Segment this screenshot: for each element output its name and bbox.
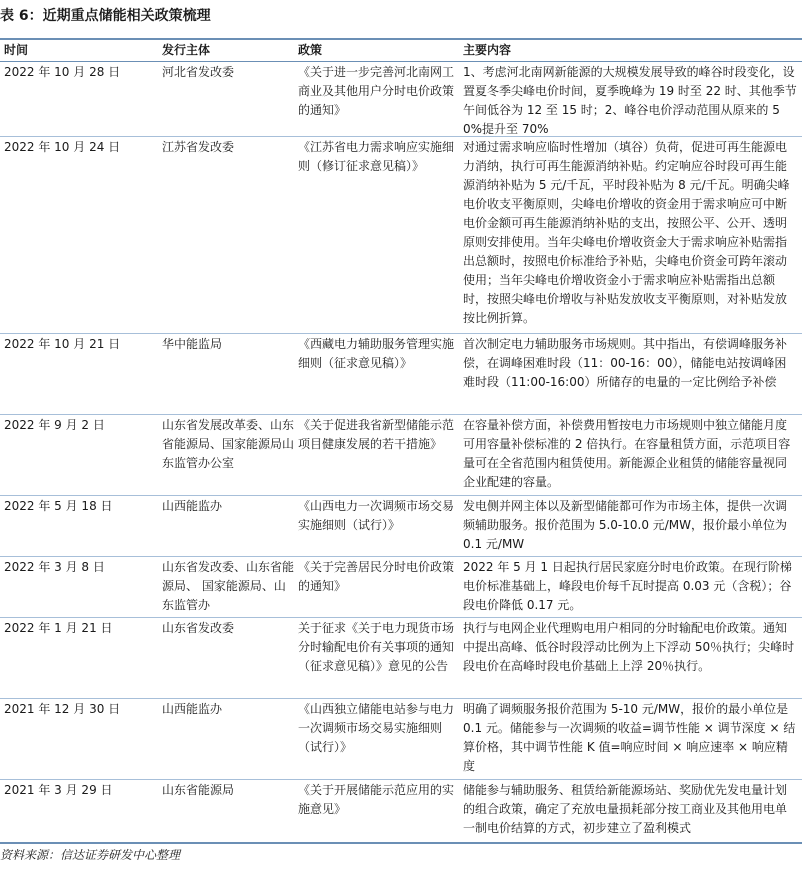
table-row bbox=[0, 618, 802, 699]
cell-issuer: 山东省能源局 bbox=[162, 783, 235, 797]
cell-policy: 《山西独立储能电站参与电力一次调频市场交易实施细则（试行）》 bbox=[298, 702, 455, 754]
table-row bbox=[0, 415, 802, 496]
header-date: 时间 bbox=[4, 43, 29, 57]
table-row bbox=[0, 699, 802, 780]
header-content: 主要内容 bbox=[463, 43, 512, 57]
cell-issuer: 山西能监办 bbox=[162, 702, 223, 716]
table-row bbox=[0, 496, 802, 557]
table-row bbox=[0, 557, 802, 618]
cell-date: 2022 年 9 月 2 日 bbox=[4, 418, 105, 432]
cell-content: 2022 年 5 月 1 日起执行居民家庭分时电价政策。在现行阶梯电价标准基础上，峰段电价每千瓦时提高 0.03 元（含税）；谷段电价降低 0.17 元。 bbox=[463, 560, 792, 612]
table-row bbox=[0, 137, 802, 334]
cell-content: 1、考虑河北南网新能源的大规模发展导致的峰谷时段变化，设置夏冬季尖峰电价时间，夏季晚峰为 19 时至 22 时、其他季节午间低谷为 12 至 15 时；2、峰谷电价浮动范围从原来的 50%提升至 70% bbox=[463, 65, 797, 136]
cell-issuer: 山东省发改委、山东省能源局、 国家能源局、山东监管办 bbox=[162, 560, 294, 612]
cell-date: 2022 年 10 月 21 日 bbox=[4, 337, 121, 351]
cell-policy: 《西藏电力辅助服务管理实施细则（征求意见稿）》 bbox=[298, 337, 455, 370]
table-row bbox=[0, 62, 802, 137]
cell-content: 首次制定电力辅助服务市场规则。其中指出，有偿调峰服务补偿，在调峰困难时段（11：00-16：00），储能电站按调峰困难时段（11:00-16:00）所储存的电量的一定比例给予补偿 bbox=[463, 337, 788, 389]
cell-policy: 《江苏省电力需求响应实施细则（修订征求意见稿）》 bbox=[298, 140, 455, 173]
cell-issuer: 山东省发改委 bbox=[162, 621, 235, 635]
cell-issuer: 山东省发展改革委、山东省能源局、国家能源局山东监管办公室 bbox=[162, 418, 294, 470]
cell-issuer: 河北省发改委 bbox=[162, 65, 235, 79]
cell-content: 储能参与辅助服务、租赁给新能源场站、奖励优先发电量计划的组合政策，确定了充放电量损耗部分按工商业及其他用电单一制电价结算的方式，初步建立了盈利模式 bbox=[463, 783, 788, 835]
cell-content: 在容量补偿方面，补偿费用暂按电力市场规则中独立储能月度可用容量补偿标准的 2 倍执行。在容量租赁方面，示范项目容量可在全省范围内租赁使用。新能源企业租赁的储能容量视同企业配建的容量。 bbox=[463, 418, 791, 489]
source-note: 资料来源：信达证券研发中心整理 bbox=[0, 848, 181, 862]
policy-table bbox=[0, 38, 802, 844]
table-header bbox=[0, 38, 802, 62]
table-row bbox=[0, 334, 802, 415]
cell-date: 2021 年 12 月 30 日 bbox=[4, 702, 121, 716]
cell-date: 2022 年 10 月 28 日 bbox=[4, 65, 121, 79]
table-title: 表 6：近期重点储能相关政策梳理 bbox=[0, 8, 211, 24]
cell-content: 对通过需求响应临时性增加（填谷）负荷，促进可再生能源电力消纳，执行可再生能源消纳补贴。约定响应谷时段可再生能源消纳补贴为 5 元/千瓦，平时段补贴为 8 元/千瓦。明确尖峰电价收支平衡原则，尖峰电价增收的资金用于需求响应可中断电价金额可再生能源消纳补贴的支出，按照公平、公开、透明原则安排使用。当年尖峰电价增收资金大于需求响应补贴需指出总额时，按照电价标准给予补贴，尖峰电价资金可跨年滚动使用；当年尖峰电价增收资金小于需求响应补贴需指出总额时，按照尖峰电价增收与补贴发放收支平衡原则，对补贴发放按比例折算。 bbox=[463, 140, 790, 325]
cell-policy: 《关于促进我省新型储能示范项目健康发展的若干措施》 bbox=[298, 418, 455, 451]
cell-issuer: 华中能监局 bbox=[162, 337, 223, 351]
cell-policy: 关于征求《关于电力现货市场分时输配电价有关事项的通知（征求意见稿）》意见的公告 bbox=[298, 621, 455, 673]
table-row bbox=[0, 780, 802, 844]
cell-policy: 《关于完善居民分时电价政策的通知》 bbox=[298, 560, 455, 593]
cell-content: 明确了调频服务报价范围为 5-10 元/MW，报价的最小单位是 0.1 元。储能参与一次调频的收益=调节性能 × 调节深度 × 结算价格，其中调节性能 K 值=响应时间 × 响应速率 × 响应精度 bbox=[463, 702, 796, 773]
cell-content: 发电侧并网主体以及新型储能都可作为市场主体，提供一次调频辅助服务。报价范围为 5.0-10.0 元/MW，报价最小单位为 0.1 元/MW bbox=[463, 499, 788, 551]
cell-date: 2022 年 5 月 18 日 bbox=[4, 499, 113, 513]
cell-date: 2022 年 3 月 8 日 bbox=[4, 560, 105, 574]
header-policy: 政策 bbox=[298, 43, 323, 57]
cell-issuer: 江苏省发改委 bbox=[162, 140, 235, 154]
cell-policy: 《关于进一步完善河北南网工商业及其他用户分时电价政策的通知》 bbox=[298, 65, 455, 117]
cell-content: 执行与电网企业代理购电用户相同的分时输配电价政策。通知中提出高峰、低谷时段浮动比例为上下浮动 50％执行；尖峰时段电价在高峰时段电价基础上上浮 20％执行。 bbox=[463, 621, 795, 673]
header-issuer: 发行主体 bbox=[162, 43, 211, 57]
cell-date: 2022 年 1 月 21 日 bbox=[4, 621, 113, 635]
cell-issuer: 山西能监办 bbox=[162, 499, 223, 513]
cell-policy: 《山西电力一次调频市场交易实施细则（试行）》 bbox=[298, 499, 455, 532]
cell-date: 2021 年 3 月 29 日 bbox=[4, 783, 113, 797]
cell-date: 2022 年 10 月 24 日 bbox=[4, 140, 121, 154]
cell-policy: 《关于开展储能示范应用的实施意见》 bbox=[298, 783, 455, 816]
